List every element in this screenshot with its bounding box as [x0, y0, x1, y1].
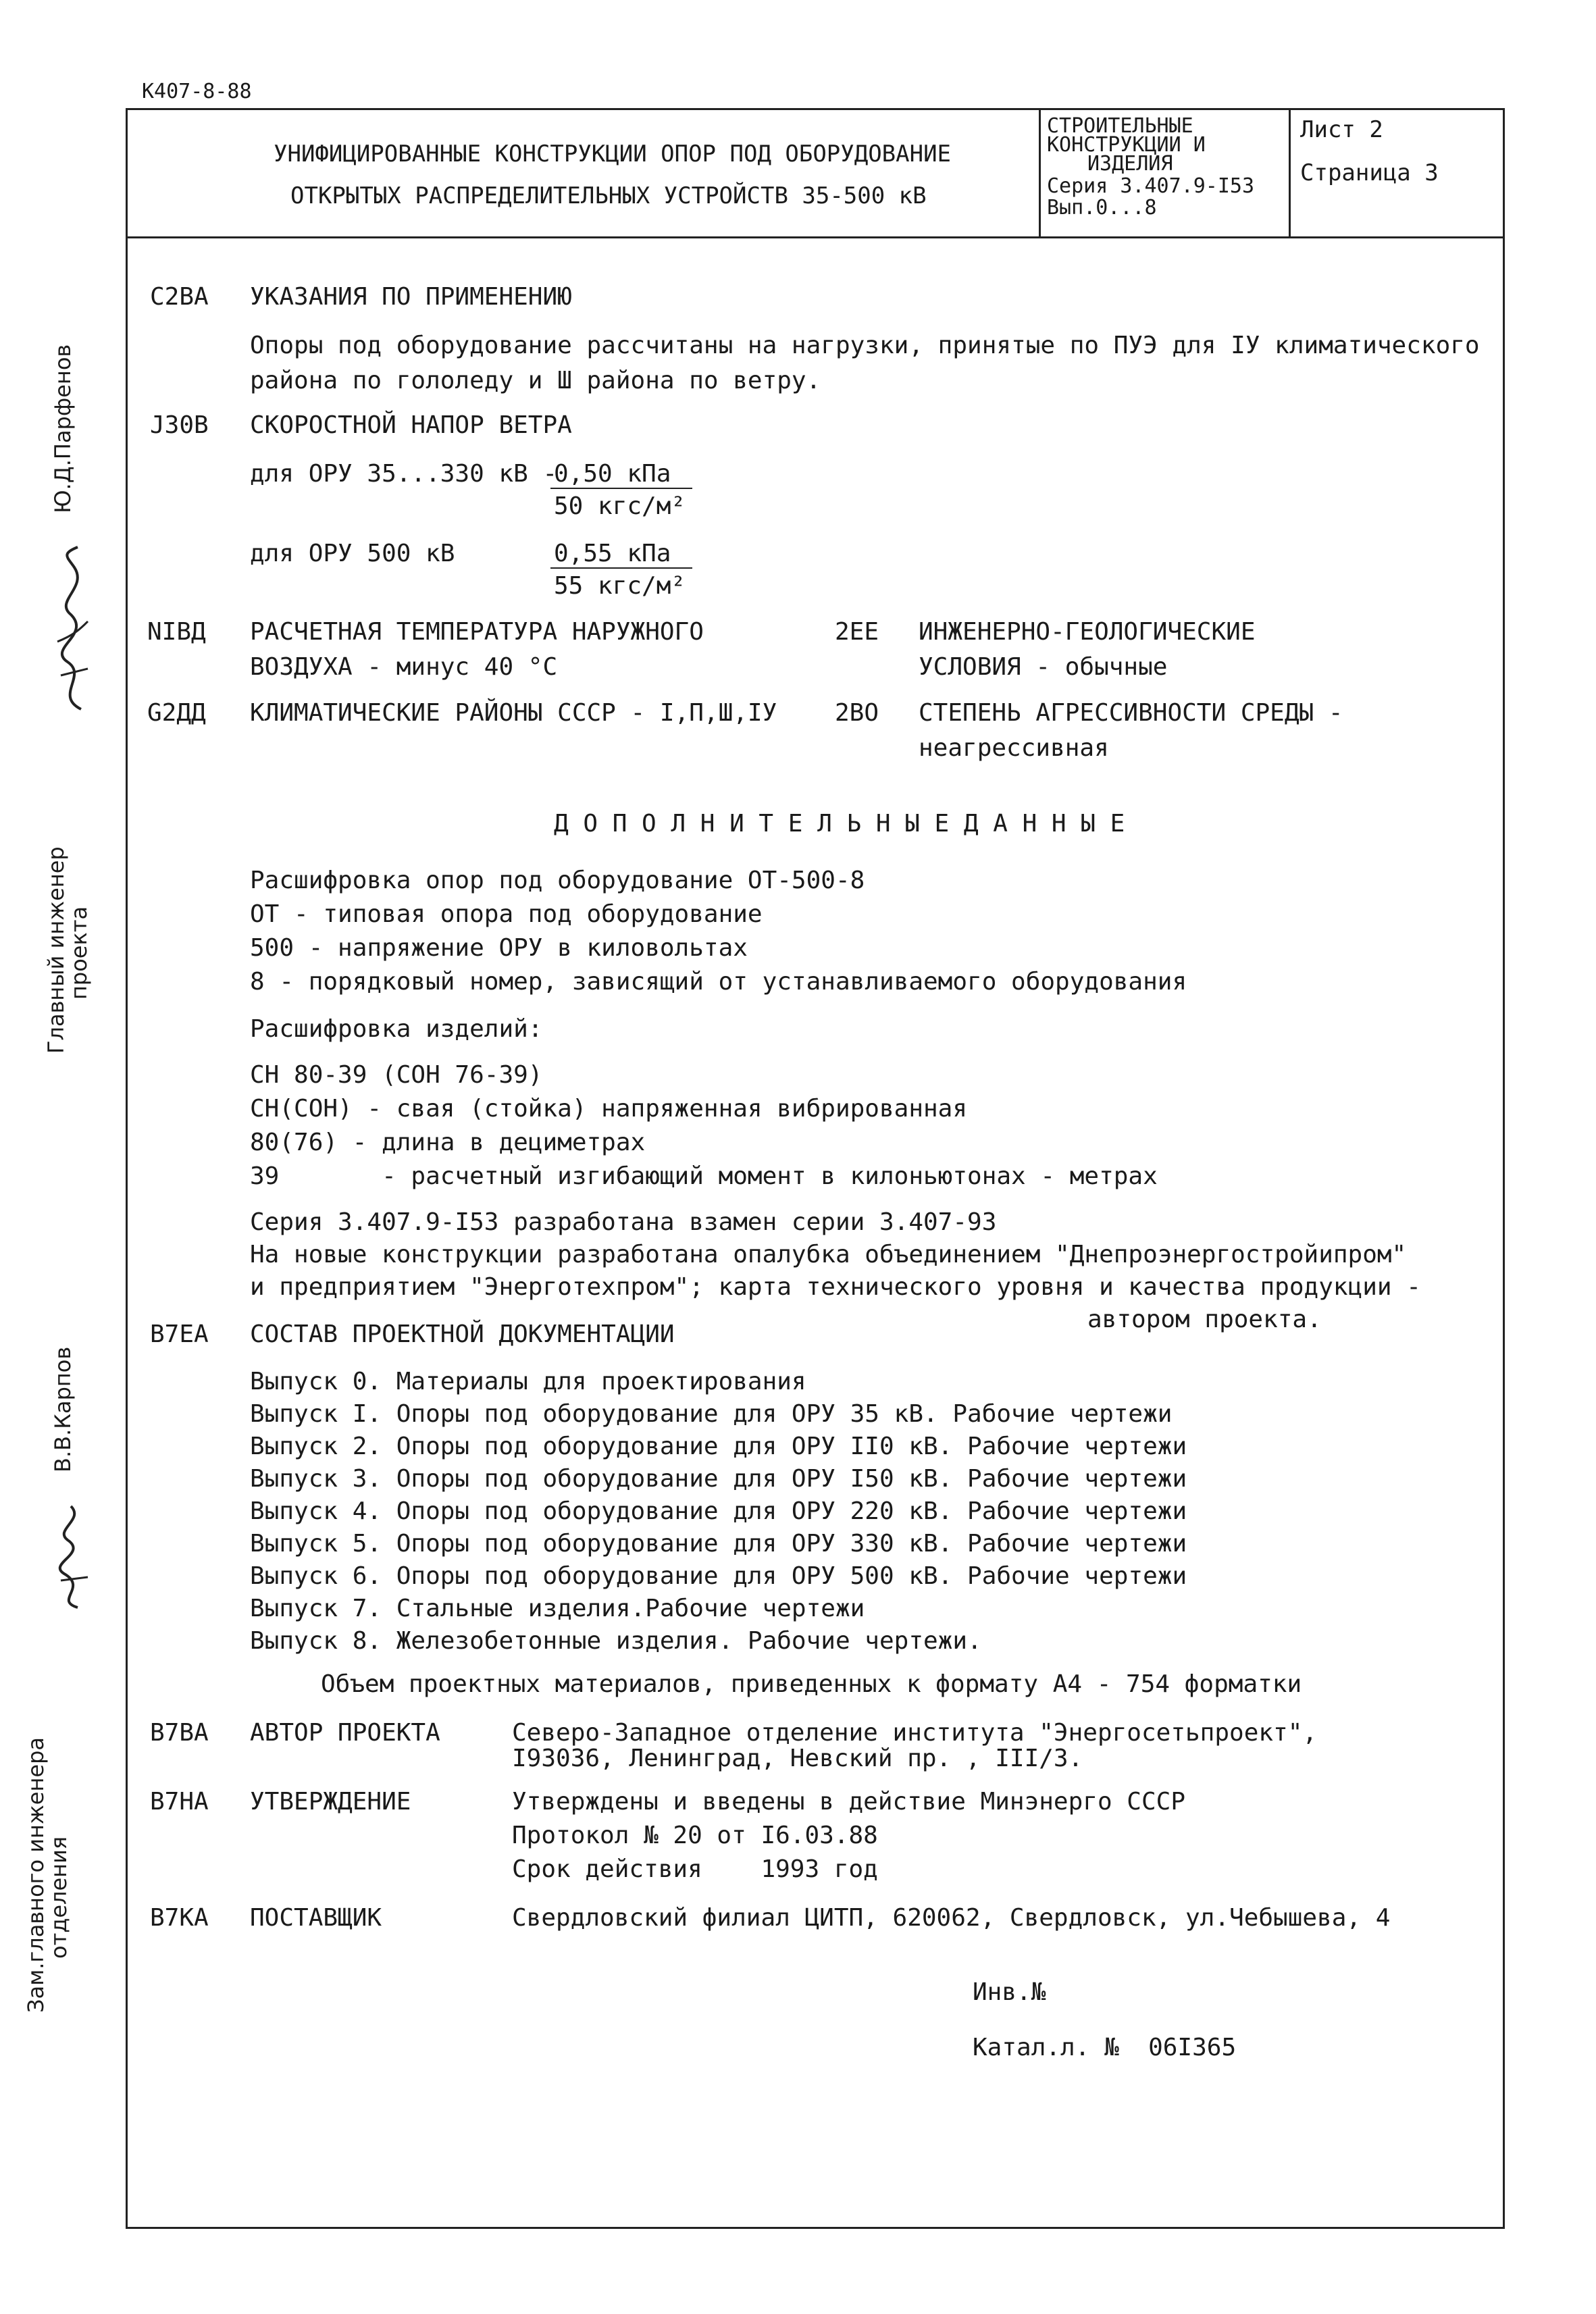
products-line-1: СН 80-39 (СОН 76-39) — [250, 1061, 543, 1089]
docs-item: Выпуск 2. Опоры под оборудование для ОРУ II0 кВ. Рабочие чертежи — [250, 1433, 1187, 1460]
climate-code: G2ДД — [147, 699, 206, 727]
side-role-2-line-1: Зам.главного инженера — [23, 1737, 49, 2013]
geo-line-2: УСЛОВИЯ - обычные — [919, 653, 1168, 681]
usage-text-1: Опоры под оборудование рассчитаны на нагрузки, принятые по ПУЭ для IУ климатического — [250, 332, 1480, 359]
series-label: Серия 3.407.9-I53 — [1047, 174, 1255, 198]
aggr-line-1: СТЕПЕНЬ АГРЕССИВНОСТИ СРЕДЫ - — [919, 699, 1343, 727]
decode-line-3: 500 - напряжение ОРУ в киловольтах — [250, 934, 748, 962]
usage-code: C2BA — [150, 283, 209, 311]
category-line-1: СТРОИТЕЛЬНЫЕ — [1047, 114, 1193, 138]
supplier-label: ПОСТАВЩИК — [250, 1904, 382, 1932]
supplier-text: Свердловский филиал ЦИТП, 620062, Свердловск, ул.Чебышева, 4 — [512, 1904, 1391, 1932]
wind-row2-kgs: 55 кгс/м² — [554, 572, 686, 600]
approval-label: УТВЕРЖДЕНИЕ — [250, 1788, 411, 1816]
decode-line-2: ОТ - типовая опора под оборудование — [250, 900, 763, 928]
docs-item: Выпуск 7. Стальные изделия.Рабочие чертежи — [250, 1595, 865, 1622]
signature-2 — [41, 1499, 101, 1614]
author-line-1: Северо-Западное отделение института "Энергосетьпроект", — [512, 1719, 1318, 1747]
docs-code: B7EA — [150, 1320, 209, 1348]
side-role-1-line-1: Главный инженер — [43, 846, 69, 1054]
docs-item: Выпуск 3. Опоры под оборудование для ОРУ I50 кВ. Рабочие чертежи — [250, 1465, 1187, 1493]
usage-text-2: района по гололеду и Ш района по ветру. — [250, 367, 821, 394]
products-line-4: 39 - расчетный изгибающий момент в килоньютонах - метрах — [250, 1162, 1158, 1190]
temp-line-1: РАСЧЕТНАЯ ТЕМПЕРАТУРА НАРУЖНОГО — [250, 618, 704, 646]
catalog-number: Катал.л. № 06I365 — [973, 2034, 1237, 2061]
series-note-1: Серия 3.407.9-I53 разработана взамен серии 3.407-93 — [250, 1208, 997, 1236]
approval-line-3: Срок действия 1993 год — [512, 1855, 878, 1883]
wind-row2-label: для ОРУ 500 кВ — [250, 540, 455, 567]
side-role-2 — [24, 1737, 70, 2013]
author-line-2: I93036, Ленинград, Невский пр. , III/3. — [512, 1745, 1083, 1772]
header-col-divider-2 — [1289, 108, 1291, 238]
side-name-2: В.В.Карпов — [50, 1346, 76, 1472]
wind-row1-fraction-bar — [550, 488, 692, 489]
docs-item: Выпуск 6. Опоры под оборудование для ОРУ 500 кВ. Рабочие чертежи — [250, 1562, 1187, 1590]
products-line-2: СН(СОН) - свая (стойка) напряженная вибрированная — [250, 1095, 968, 1123]
author-code: B7BA — [150, 1719, 209, 1747]
docs-item: Выпуск 8. Железобетонные изделия. Рабочие чертежи. — [250, 1627, 982, 1655]
usage-heading: УКАЗАНИЯ ПО ПРИМЕНЕНИЮ — [250, 283, 572, 311]
wind-row1-kgs: 50 кгс/м² — [554, 492, 686, 520]
side-name-1: Ю.Д.Парфенов — [50, 344, 76, 513]
doc-code: К407-8-88 — [142, 80, 252, 103]
category-line-3: ИЗДЕЛИЯ — [1087, 152, 1173, 176]
docs-item: Выпуск 0. Материалы для проектирования — [250, 1368, 806, 1395]
docs-item: Выпуск I. Опоры под оборудование для ОРУ 35 кВ. Рабочие чертежи — [250, 1400, 1173, 1428]
wind-heading: СКОРОСТНОЙ НАПОР ВЕТРА — [250, 411, 572, 439]
wind-row2-fraction-bar — [550, 567, 692, 569]
docs-volume: Объем проектных материалов, приведенных к формату А4 - 754 форматки — [321, 1670, 1302, 1698]
page-number: Страница 3 — [1300, 159, 1439, 186]
wind-row1-label: для ОРУ 35...330 кВ - — [250, 460, 558, 488]
products-heading: Расшифровка изделий: — [250, 1015, 543, 1043]
sheet-number: Лист 2 — [1300, 116, 1383, 143]
temp-line-2: ВОЗДУХА - минус 40 °С — [250, 653, 558, 681]
approval-line-2: Протокол № 20 от I6.03.88 — [512, 1822, 878, 1849]
products-line-3: 80(76) - длина в дециметрах — [250, 1129, 646, 1156]
wind-row1-kpa: 0,50 кПа — [554, 460, 671, 488]
docs-heading: СОСТАВ ПРОЕКТНОЙ ДОКУМЕНТАЦИИ — [250, 1320, 675, 1348]
wind-row2-kpa: 0,55 кПа — [554, 540, 671, 567]
approval-line-1: Утверждены и введены в действие Минэнерго СССР — [512, 1788, 1185, 1816]
temp-code: NIBД — [147, 618, 206, 646]
extra-data-heading: Д О П О Л Н И Т Е Л Ь Н Ы Е Д А Н Н Ы Е — [554, 810, 1125, 838]
title-line-2: ОТКРЫТЫХ РАСПРЕДЕЛИТЕЛЬНЫХ УСТРОЙСТВ 35-500 кВ — [290, 182, 927, 209]
inventory-number: Инв.№ — [973, 1978, 1046, 2006]
series-note-author: автором проекта. — [1087, 1306, 1322, 1333]
geo-code: 2EE — [835, 618, 879, 646]
decode-line-1: Расшифровка опор под оборудование ОТ-500-8 — [250, 867, 865, 894]
title-line-1: УНИФИЦИРОВАННЫЕ КОНСТРУКЦИИ ОПОР ПОД ОБОРУДОВАНИЕ — [274, 140, 952, 168]
series-note-3: и предприятием "Энерготехпром"; карта технического уровня и качества продукции - — [250, 1273, 1421, 1301]
signature-1 — [41, 540, 101, 716]
decode-line-4: 8 - порядковый номер, зависящий от устанавливаемого оборудования — [250, 968, 1187, 996]
aggr-code: 2BO — [835, 699, 879, 727]
geo-line-1: ИНЖЕНЕРНО-ГЕОЛОГИЧЕСКИЕ — [919, 618, 1256, 646]
author-label: АВТОР ПРОЕКТА — [250, 1719, 440, 1747]
side-role-1 — [45, 846, 91, 1054]
docs-item: Выпуск 4. Опоры под оборудование для ОРУ 220 кВ. Рабочие чертежи — [250, 1497, 1187, 1525]
header-col-divider-1 — [1039, 108, 1041, 238]
side-role-2-line-2: отделения — [46, 1836, 72, 1959]
header-divider — [126, 236, 1505, 238]
series-note-2: На новые конструкции разработана опалубка объединением "Днепроэнергостройипром" — [250, 1241, 1407, 1268]
supplier-code: B7KA — [150, 1904, 209, 1932]
wind-code: J30B — [150, 411, 209, 439]
category-line-2: КОНСТРУКЦИИ И — [1047, 133, 1206, 157]
approval-code: B7HA — [150, 1788, 209, 1816]
aggr-line-2: неагрессивная — [919, 734, 1109, 762]
issues-label: Вып.0...8 — [1047, 196, 1157, 220]
side-role-1-line-2: проекта — [66, 906, 92, 1000]
docs-item: Выпуск 5. Опоры под оборудование для ОРУ 330 кВ. Рабочие чертежи — [250, 1530, 1187, 1558]
climate-text: КЛИМАТИЧЕСКИЕ РАЙОНЫ СССР - I,П,Ш,IУ — [250, 699, 777, 727]
